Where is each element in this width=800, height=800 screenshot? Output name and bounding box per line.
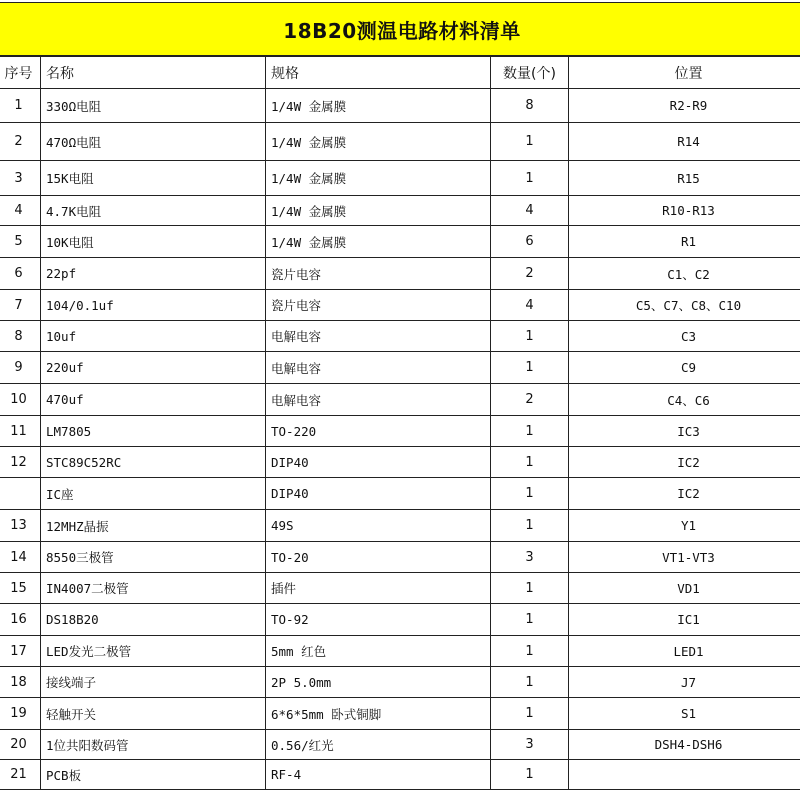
cell-spec: 瓷片电容 (266, 258, 491, 290)
table-row (0, 604, 800, 636)
cell-spec: 插件 (266, 573, 491, 604)
cell-index: 13 (0, 510, 41, 542)
cell-name: 15K电阻 (41, 161, 266, 196)
cell-name: DS18B20 (41, 604, 266, 636)
table-row (0, 510, 800, 542)
table-row (0, 226, 800, 258)
cell-spec: 5mm 红色 (266, 636, 491, 667)
cell-position: DSH4-DSH6 (569, 730, 800, 760)
cell-spec: 0.56/红光 (266, 730, 491, 760)
cell-index: 21 (0, 760, 41, 790)
cell-index: 6 (0, 258, 41, 290)
cell-spec: 49S (266, 510, 491, 542)
cell-qty: 1 (491, 604, 569, 636)
cell-index: 1 (0, 89, 41, 123)
cell-index: 17 (0, 636, 41, 667)
cell-qty: 1 (491, 667, 569, 698)
cell-name: 10K电阻 (41, 226, 266, 258)
cell-index: 20 (0, 730, 41, 760)
cell-spec: 6*6*5mm 卧式铜脚 (266, 698, 491, 730)
cell-index: 3 (0, 161, 41, 196)
cell-qty: 1 (491, 352, 569, 384)
cell-index: 4 (0, 196, 41, 226)
cell-position (569, 760, 800, 790)
cell-position: C5、C7、C8、C10 (569, 290, 800, 321)
cell-qty: 1 (491, 573, 569, 604)
table-row (0, 161, 800, 196)
table-row (0, 321, 800, 352)
table-row (0, 123, 800, 161)
cell-index: 7 (0, 290, 41, 321)
cell-index: 11 (0, 416, 41, 447)
title-bar (0, 2, 800, 56)
table-row (0, 89, 800, 123)
cell-position: LED1 (569, 636, 800, 667)
cell-index: 12 (0, 447, 41, 478)
cell-name: LED发光二极管 (41, 636, 266, 667)
table-row (0, 573, 800, 604)
header-qty: 数量(个) (491, 57, 569, 89)
cell-name: 4.7K电阻 (41, 196, 266, 226)
cell-spec: 电解电容 (266, 352, 491, 384)
cell-spec: 瓷片电容 (266, 290, 491, 321)
cell-name: 470uf (41, 384, 266, 416)
cell-position: IC1 (569, 604, 800, 636)
table-row (0, 384, 800, 416)
cell-name: 轻触开关 (41, 698, 266, 730)
cell-qty: 1 (491, 510, 569, 542)
header-position: 位置 (569, 57, 800, 89)
cell-name: 22pf (41, 258, 266, 290)
cell-name: 220uf (41, 352, 266, 384)
cell-position: R15 (569, 161, 800, 196)
cell-spec: DIP40 (266, 447, 491, 478)
cell-spec: 1/4W 金属膜 (266, 161, 491, 196)
cell-position: C3 (569, 321, 800, 352)
cell-index: 18 (0, 667, 41, 698)
cell-position: J7 (569, 667, 800, 698)
cell-spec: 电解电容 (266, 384, 491, 416)
cell-qty: 8 (491, 89, 569, 123)
bom-sheet (0, 2, 800, 790)
cell-qty: 3 (491, 730, 569, 760)
cell-index: 5 (0, 226, 41, 258)
table-row (0, 258, 800, 290)
cell-name: PCB板 (41, 760, 266, 790)
cell-position: VT1-VT3 (569, 542, 800, 573)
cell-spec: TO-92 (266, 604, 491, 636)
cell-name: 104/0.1uf (41, 290, 266, 321)
cell-qty: 1 (491, 698, 569, 730)
cell-name: 1位共阳数码管 (41, 730, 266, 760)
cell-spec: DIP40 (266, 478, 491, 510)
cell-position: R2-R9 (569, 89, 800, 123)
cell-name: 8550三极管 (41, 542, 266, 573)
cell-name: LM7805 (41, 416, 266, 447)
cell-position: C1、C2 (569, 258, 800, 290)
cell-spec: 1/4W 金属膜 (266, 123, 491, 161)
table-row (0, 352, 800, 384)
cell-index: 2 (0, 123, 41, 161)
table-row (0, 196, 800, 226)
cell-position: IC3 (569, 416, 800, 447)
cell-spec: 1/4W 金属膜 (266, 196, 491, 226)
cell-qty: 1 (491, 636, 569, 667)
cell-position: C4、C6 (569, 384, 800, 416)
cell-position: IC2 (569, 447, 800, 478)
cell-spec: RF-4 (266, 760, 491, 790)
cell-position: R10-R13 (569, 196, 800, 226)
cell-qty: 3 (491, 542, 569, 573)
cell-index: 8 (0, 321, 41, 352)
cell-qty: 1 (491, 321, 569, 352)
cell-spec: TO-20 (266, 542, 491, 573)
table-row (0, 478, 800, 510)
cell-name: IN4007二极管 (41, 573, 266, 604)
table-row (0, 416, 800, 447)
cell-qty: 2 (491, 384, 569, 416)
cell-name: 10uf (41, 321, 266, 352)
table-row (0, 290, 800, 321)
cell-index: 10 (0, 384, 41, 416)
cell-position: S1 (569, 698, 800, 730)
table-row (0, 760, 800, 790)
cell-qty: 6 (491, 226, 569, 258)
cell-position: R14 (569, 123, 800, 161)
sheet-title: 18B20测温电路材料清单 (283, 18, 521, 43)
cell-spec: TO-220 (266, 416, 491, 447)
table-row (0, 542, 800, 573)
table-row (0, 730, 800, 760)
cell-name: 330Ω电阻 (41, 89, 266, 123)
cell-index (0, 478, 41, 510)
cell-position: R1 (569, 226, 800, 258)
cell-spec: 2P 5.0mm (266, 667, 491, 698)
cell-spec: 1/4W 金属膜 (266, 226, 491, 258)
table-row (0, 447, 800, 478)
cell-qty: 1 (491, 447, 569, 478)
cell-qty: 4 (491, 290, 569, 321)
header-spec: 规格 (266, 57, 491, 89)
table-row (0, 698, 800, 730)
cell-position: Y1 (569, 510, 800, 542)
cell-qty: 1 (491, 416, 569, 447)
header-index: 序号 (0, 57, 41, 89)
cell-spec: 1/4W 金属膜 (266, 89, 491, 123)
cell-index: 9 (0, 352, 41, 384)
cell-spec: 电解电容 (266, 321, 491, 352)
table-row (0, 636, 800, 667)
cell-qty: 1 (491, 123, 569, 161)
cell-position: VD1 (569, 573, 800, 604)
header-row (0, 57, 800, 89)
cell-qty: 1 (491, 478, 569, 510)
cell-qty: 1 (491, 760, 569, 790)
cell-index: 15 (0, 573, 41, 604)
cell-index: 14 (0, 542, 41, 573)
cell-qty: 2 (491, 258, 569, 290)
cell-name: 接线端子 (41, 667, 266, 698)
cell-name: 470Ω电阻 (41, 123, 266, 161)
cell-qty: 1 (491, 161, 569, 196)
bom-table (0, 56, 800, 790)
cell-index: 16 (0, 604, 41, 636)
cell-position: IC2 (569, 478, 800, 510)
table-row (0, 667, 800, 698)
cell-name: 12MHZ晶振 (41, 510, 266, 542)
cell-name: STC89C52RC (41, 447, 266, 478)
header-name: 名称 (41, 57, 266, 89)
cell-qty: 4 (491, 196, 569, 226)
cell-position: C9 (569, 352, 800, 384)
cell-name: IC座 (41, 478, 266, 510)
cell-index: 19 (0, 698, 41, 730)
